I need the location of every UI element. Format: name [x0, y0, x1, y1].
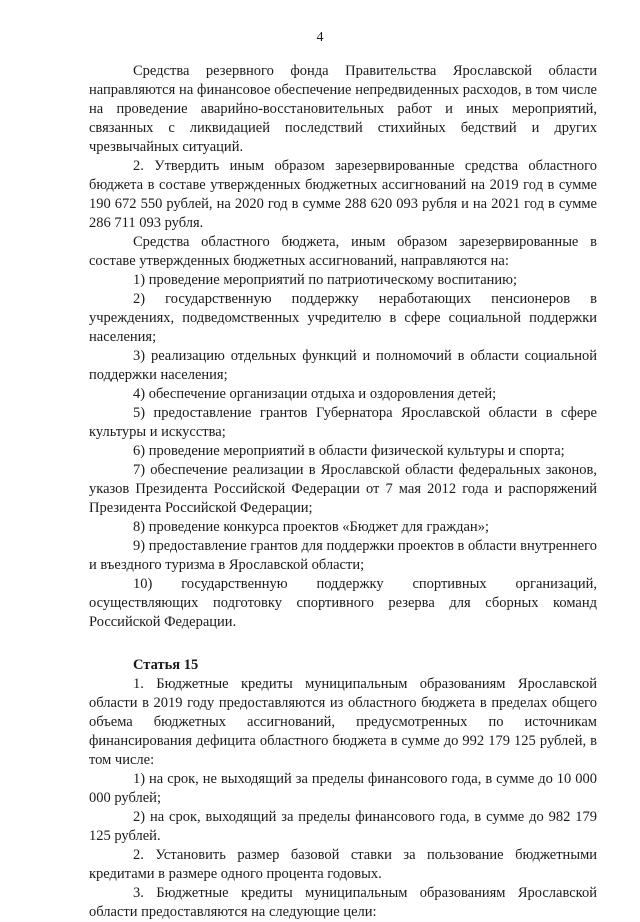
list-item: 9) предоставление грантов для поддержки проектов в области внутреннего и въездного туризма в Ярославской области; [89, 538, 597, 573]
list-item: 3) реализацию отдельных функций и полномочий в области социальной поддержки населения; [89, 348, 597, 383]
paragraph: Средства резервного фонда Правительства Ярославской области направляются на финансовое обеспечение непредвиденных расходов, в том числе на проведение аварийно-восстановительных работ и иных мероприятий, связанных с ликвидацией последствий стихийных бедствий и других чрезвычайных ситуаций. [89, 63, 597, 155]
list-item: 2) государственную поддержку неработающих пенсионеров в учреждениях, подведомственных учредителю в сфере социальной поддержки населения; [89, 291, 597, 345]
list-item: 8) проведение конкурса проектов «Бюджет для граждан»; [133, 519, 489, 535]
document-body [89, 62, 597, 922]
list-item: 10) государственную поддержку спортивных организаций, осуществляющих подготовку спортивного резерва для сборных команд Российской Федерации. [89, 576, 597, 630]
article-heading: Статья 15 [133, 657, 199, 673]
list-item: 1) на срок, не выходящий за пределы финансового года, в сумме до 10 000 000 рублей; [89, 771, 597, 806]
paragraph: 2. Установить размер базовой ставки за пользование бюджетными кредитами в размере одного процента годовых. [89, 847, 597, 882]
list-item: 1) проведение мероприятий по патриотическому воспитанию; [133, 272, 518, 288]
list-item: 5) предоставление грантов Губернатора Ярославской области в сфере культуры и искусства; [89, 405, 597, 440]
paragraph: Средства областного бюджета, иным образом зарезервированные в составе утвержденных бюджетных ассигнований, направляются на: [89, 234, 597, 269]
page-number: 4 [316, 30, 324, 45]
paragraph: 1. Бюджетные кредиты муниципальным образованиям Ярославской области в 2019 году предоставляются из областного бюджета в пределах общего объема бюджетных ассигнований, предусмотренных по источникам финансирования дефицита областного бюджета в сумме до 992 179 125 рублей, в том числе: [89, 676, 597, 768]
paragraph: 2. Утвердить иным образом зарезервированные средства областного бюджета в составе утвержденных бюджетных ассигнований на 2019 год в сумме 190 672 550 рублей, на 2020 год в сумме 288 620 093 рубля и на 2021 год в сумме 286 711 093 рубля. [89, 158, 597, 231]
list-item: 2) на срок, выходящий за пределы финансового года, в сумме до 982 179 125 рублей. [89, 809, 597, 844]
list-item: 4) обеспечение организации отдыха и оздоровления детей; [133, 386, 497, 402]
list-item: 6) проведение мероприятий в области физической культуры и спорта; [133, 443, 565, 459]
paragraph: 3. Бюджетные кредиты муниципальным образованиям Ярославской области предоставляются на следующие цели: [89, 885, 597, 920]
list-item: 7) обеспечение реализации в Ярославской области федеральных законов, указов Президента Российской Федерации от 7 мая 2012 года и распоряжений Президента Российской Федерации; [89, 462, 597, 516]
